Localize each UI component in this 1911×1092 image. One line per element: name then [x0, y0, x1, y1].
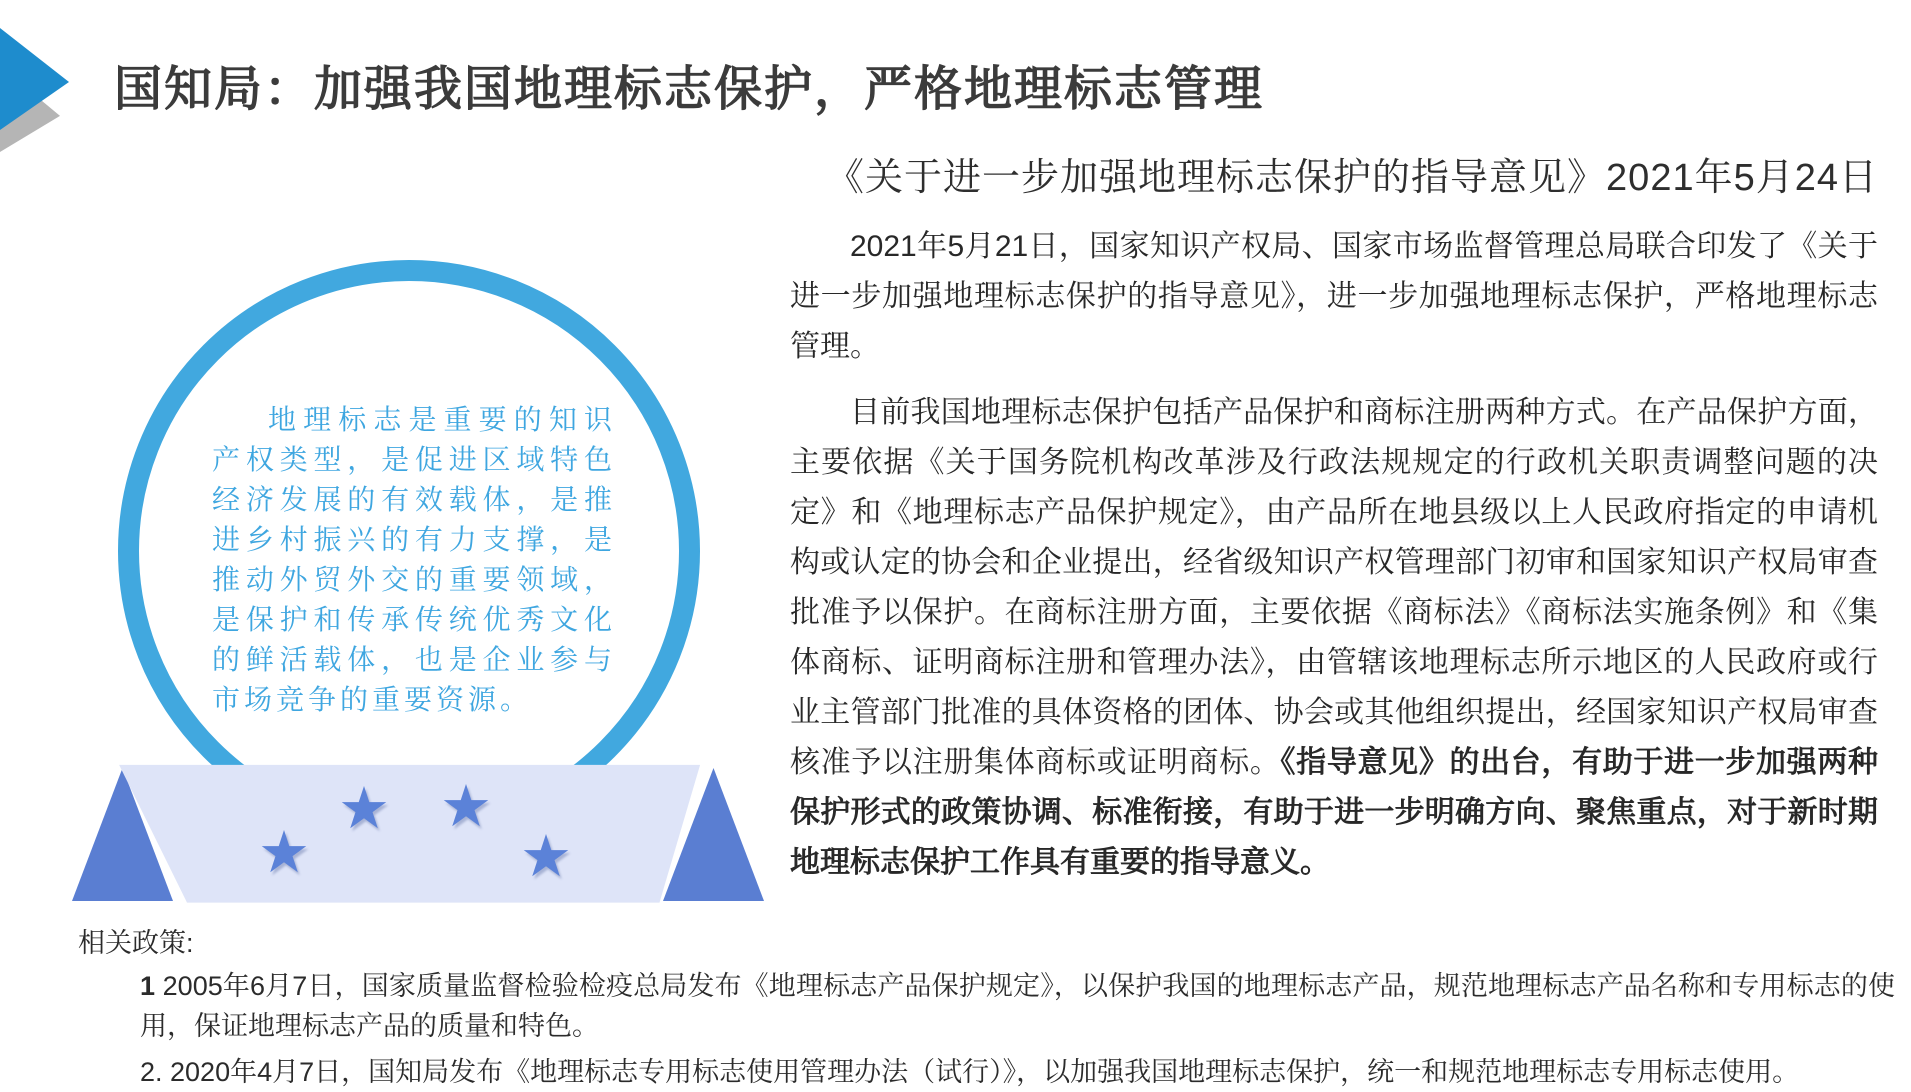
- star-icon: ★: [338, 776, 390, 841]
- star-icon: ★: [258, 820, 310, 885]
- body-paragraph-2: [790, 388, 1878, 888]
- body-paragraph-1: 2021年5月21日，国家知识产权局、国家市场监督管理总局联合印发了《关于进一步加强地理标志保护的指导意见》，进一步加强地理标志保护，严格地理标志管理。: [790, 230, 1878, 363]
- body-text-column: [790, 222, 1878, 904]
- medal-circle-text: 地理标志是重要的知识产权类型，是促进区域特色经济发展的有效载体，是推进乡村振兴的有力支撑，是推动外贸外交的重要领域，是保护和传承传统优秀文化的鲜活载体，也是企业参与市场竞争的重要资源。: [212, 404, 616, 715]
- star-icon: ★: [520, 824, 572, 889]
- policy-item-1: [140, 966, 1895, 1046]
- policy-item-1-marker: 1: [140, 971, 156, 1001]
- related-policies-section: [78, 926, 1895, 1092]
- page-title: 国知局：加强我国地理标志保护，严格地理标志管理: [114, 63, 1265, 116]
- body-paragraph-2-normal: 目前我国地理标志保护包括产品保护和商标注册两种方式。在产品保护方面，主要依据《关于国务院机构改革涉及行政法规规定的行政机关职责调整问题的决定》和《地理标志产品保护规定》，由产品所在地县级以上人民政府指定的申请机构或认定的协会和企业提出，经省级知识产权管理部门初审和国家知识产权局审查批准予以保护。在商标注册方面，主要依据《商标法》《商标法实施条例》和《集体商标、证明商标注册和管理办法》，由管辖该地理标志所示地区的人民政府或行业主管部门批准的具体资格的团体、协会或其他组织提出，经国家知识产权局审查核准予以注册集体商标或证明商标。: [790, 396, 1878, 779]
- page-subtitle: 《关于进一步加强地理标志保护的指导意见》2021年5月24日: [826, 157, 1878, 199]
- star-icon: ★: [440, 774, 492, 839]
- ribbon-body: [68, 762, 768, 904]
- policy-item-1-text: 2005年6月7日，国家质量监督检验检疫总局发布《地理标志产品保护规定》，以保护我国的地理标志产品，规范地理标志产品名称和专用标志的使用，保证地理标志产品的质量和特色。: [140, 971, 1895, 1041]
- medal-ribbon-banner: [68, 762, 768, 904]
- policy-item-2: 2. 2020年4月7日，国知局发布《地理标志专用标志使用管理办法（试行）》，以加强我国地理标志保护，统一和规范地理标志专用标志使用。: [140, 1057, 1800, 1087]
- body-paragraph-2-bold: 《指导意见》的出台，有助于进一步加强两种保护形式的政策协调、标准衔接，有助于进一步明确方向、聚焦重点，对于新时期地理标志保护工作具有重要的指导意义。: [790, 746, 1879, 879]
- related-policies-heading: 相关政策:: [78, 928, 194, 958]
